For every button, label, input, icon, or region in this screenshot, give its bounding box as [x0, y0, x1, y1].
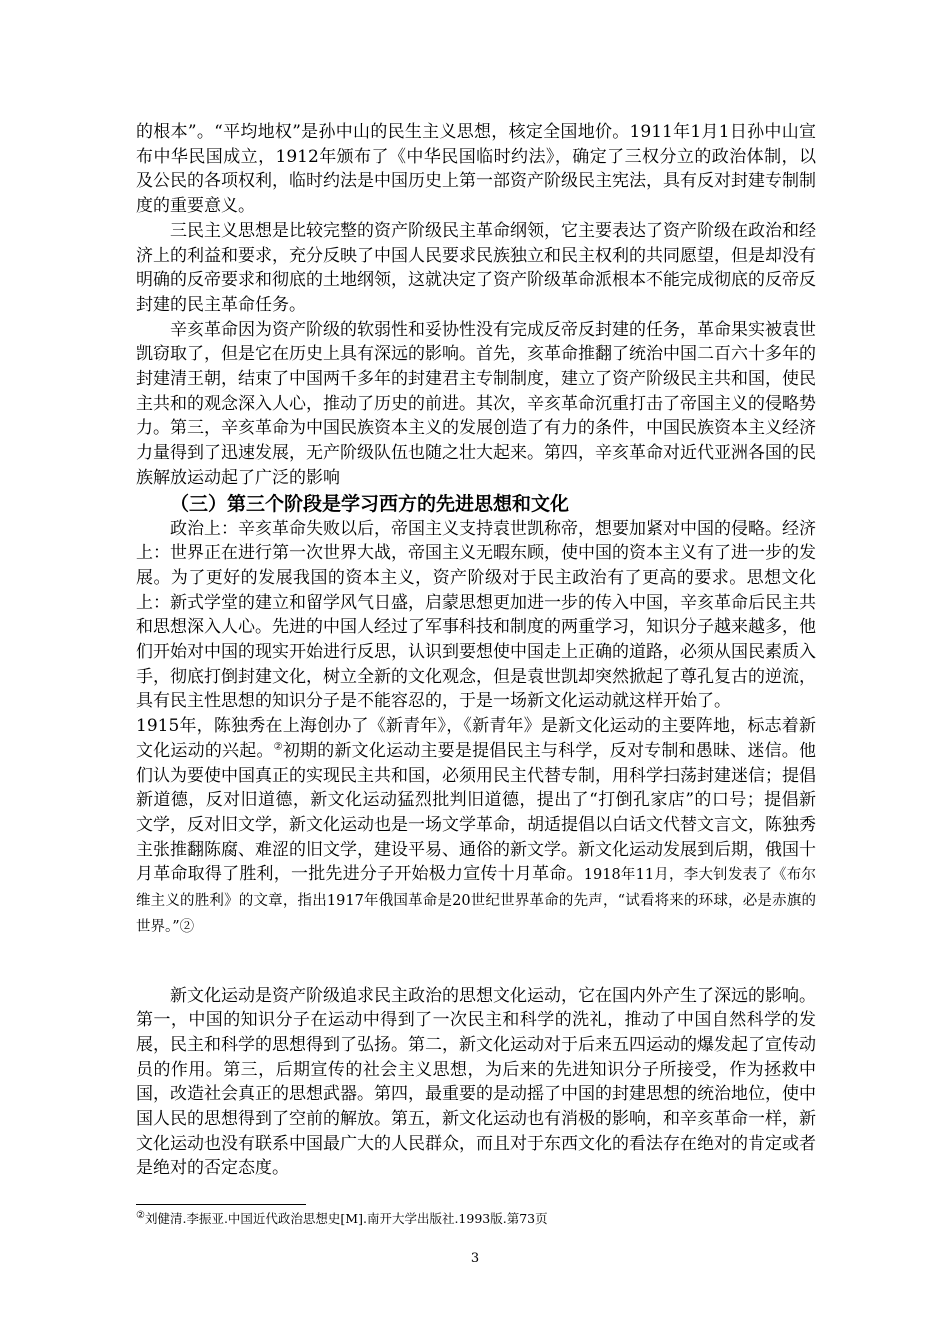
- footnote-text: 刘健清.李振亚.中国近代政治思想史[M].南开大学出版社.1993版.第73页: [144, 1211, 548, 1226]
- footnote-ref-marker: ②: [273, 741, 283, 753]
- footnote-separator: [136, 1204, 306, 1205]
- paragraph-5: [136, 714, 816, 939]
- blank-gap: [136, 940, 816, 984]
- paragraph-1: 的根本”。“平均地权”是孙中山的民生主义思想，核定全国地价。1911年1月1日孙中山宣布中华民国成立，1912年颁布了《中华民国临时约法》，确定了三权分立的政治体制，以及公民的各项权利，临时约法是中国历史上第一部资产阶级民主宪法，具有反对封建专制制度的重要意义。: [136, 122, 816, 217]
- footnote-marker: ②: [136, 1209, 145, 1221]
- page-body: [136, 120, 816, 1181]
- paragraph-3: 辛亥革命因为资产阶级的软弱性和妥协性没有完成反帝反封建的任务，革命果实被袁世凯窃取了，但是它在历史上具有深远的影响。首先，亥革命推翻了统治中国二百六十多年的封建清王朝，结束了中国两千多年的封建君主专制制度，建立了资产阶级民主共和国，使民主共和的观念深入人心，推动了历史的前进。其次，辛亥革命沉重打击了帝国主义的侵略势力。第三，辛亥革命为中国民族资本主义的发展创造了有力的条件，中国民族资本主义经济力量得到了迅速发展，无产阶级队伍也随之壮大起来。第四，辛亥革命对近代亚洲各国的民族解放运动起了广泛的影响: [136, 319, 816, 488]
- footnote: [136, 1211, 548, 1227]
- paragraph-6: 新文化运动是资产阶级追求民主政治的思想文化运动，它在国内外产生了深远的影响。第一，中国的知识分子在运动中得到了一次民主和科学的洗礼，推动了中国自然科学的发展，民主和科学的思想得到了弘扬。第二，新文化运动对于后来五四运动的爆发起了宣传动员的作用。第三，后期宣传的社会主义思想，为后来的先进知识分子所接受，作为拯救中国，改造社会真正的思想武器。第四，最重要的是动摇了中国的封建思想的统治地位，使中国人民的思想得到了空前的解放。第五，新文化运动也有消极的影响，和辛亥革命一样，新文化运动也没有联系中国最广大的人民群众，而且对于东西文化的看法存在绝对的肯定或者是绝对的否定态度。: [136, 985, 816, 1179]
- paragraph-5-part-c: 1918年11月，李大钊发表了《布尔维主义的胜利》的文章，指出1917年俄国革命是20世纪世界革命的先声，“试看将来的环球，必是赤旗的世界。”②: [136, 867, 816, 935]
- paragraph-4: 政治上：辛亥革命失败以后，帝国主义支持袁世凯称帝，想要加紧对中国的侵略。经济上：世界正在进行第一次世界大战，帝国主义无暇东顾，使中国的资本主义有了进一步的发展。为了更好的发展我国的资本主义，资产阶级对于民主政治有了更高的要求。思想文化上：新式学堂的建立和留学风气日盛，启蒙思想更加进一步的传入中国，辛亥革命后民主共和思想深入人心。先进的中国人经过了军事科技和制度的两重学习，知识分子越来越多，他们开始对中国的现实开始进行反思，认识到要想使中国走上正确的道路，必须从国民素质入手，彻底打倒封建文化，树立全新的文化观念，但是袁世凯却突然掀起了尊孔复古的逆流，具有民主性思想的知识分子是不能容忍的，于是一场新文化运动就这样开始了。: [136, 518, 816, 712]
- paragraph-5-part-a: 1915年，陈独秀在上海创办了《新青年》，《新青年》是新文化运动的主要阵地，标志着新文化运动的兴起。: [136, 716, 816, 761]
- page-number: 3: [470, 1251, 480, 1266]
- section-heading: （三）第三个阶段是学习西方的先进思想和文化: [170, 492, 570, 515]
- paragraph-5-part-b: 初期的新文化运动主要是提倡民主与科学，反对专制和愚昧、迷信。他们认为要使中国真正的实现民主共和国，必须用民主代替专制，用科学扫荡封建迷信；提倡新道德，反对旧道德，新文化运动猛烈批判旧道德，提出了“打倒孔家店”的口号；提倡新文学，反对旧文学，新文化运动也是一场文学革命，胡适提倡以白话文代替文言文，陈独秀主张推翻陈腐、难涩的旧文学，建设平易、通俗的新文学。新文化运动发展到后期，俄国十月革命取得了胜利，一批先进分子开始极力宣传十月革命。: [136, 740, 817, 885]
- paragraph-2: 三民主义思想是比较完整的资产阶级民主革命纲领，它主要表达了资产阶级在政治和经济上的利益和要求，充分反映了中国人民要求民族独立和民主权利的共同愿望，但是却没有明确的反帝要求和彻底的土地纲领，这就决定了资产阶级革命派根本不能完成彻底的反帝反封建的民主革命任务。: [136, 220, 816, 315]
